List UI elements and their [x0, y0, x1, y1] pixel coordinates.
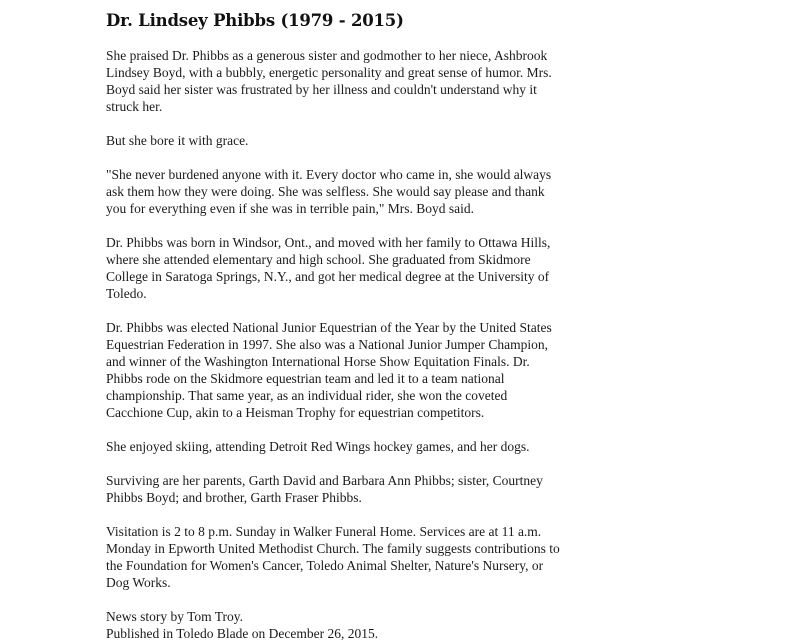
paragraph-quote	[106, 166, 666, 217]
text-line: championship. That same year, as an individual rider, she won the coveted	[106, 388, 508, 403]
text-line: Boyd said her sister was frustrated by her illness and couldn't understand why it	[106, 82, 537, 97]
text-line: Toledo.	[106, 286, 147, 301]
paragraph-services	[106, 523, 666, 591]
text-line: where she attended elementary and high school. She graduated from Skidmore	[106, 252, 531, 267]
text-line: Equestrian Federation in 1997. She also was a National Junior Jumper Champion,	[106, 337, 548, 352]
text-line: Surviving are her parents, Garth David and Barbara Ann Phibbs; sister, Courtney	[106, 473, 543, 488]
text-line: you for everything even if she was in terrible pain," Mrs. Boyd said.	[106, 201, 474, 216]
text-line: Dr. Phibbs was born in Windsor, Ont., and moved with her family to Ottawa Hills,	[106, 235, 551, 250]
text-line: Monday in Epworth United Methodist Church. The family suggests contributions to	[106, 541, 560, 556]
paragraph-grace	[106, 132, 666, 149]
text-line: College in Saratoga Springs, N.Y., and got her medical degree at the University of	[106, 269, 550, 284]
obituary-document	[106, 11, 666, 642]
text-line: Dog Works.	[106, 575, 171, 590]
paragraph-early-life	[106, 234, 666, 302]
text-line: She enjoyed skiing, attending Detroit Red Wings hockey games, and her dogs.	[106, 439, 530, 454]
paragraph-hobbies	[106, 438, 666, 455]
text-line: Visitation is 2 to 8 p.m. Sunday in Walker Funeral Home. Services are at 11 a.m.	[106, 524, 542, 539]
publication-line: Published in Toledo Blade on December 26, 2015.	[106, 626, 379, 641]
text-line: and winner of the Washington International Horse Show Equitation Finals. Dr.	[106, 354, 530, 369]
text-line: Phibbs Boyd; and brother, Garth Fraser Phibbs.	[106, 490, 362, 505]
paragraph-equestrian	[106, 319, 666, 421]
text-line: She praised Dr. Phibbs as a generous sister and godmother to her niece, Ashbrook	[106, 48, 548, 63]
text-line: "She never burdened anyone with it. Every doctor who came in, she would always	[106, 167, 552, 182]
text-line: Dr. Phibbs was elected National Junior Equestrian of the Year by the United States	[106, 320, 552, 335]
paragraph-survivors	[106, 472, 666, 506]
text-line: ask them how they were doing. She was selfless. She would say please and thank	[106, 184, 545, 199]
obituary-title: Dr. Lindsey Phibbs (1979 - 2015)	[106, 11, 404, 30]
byline: News story by Tom Troy.	[106, 609, 244, 624]
paragraph-credits	[106, 608, 666, 642]
text-line: Lindsey Boyd, with a bubbly, energetic personality and great sense of humor. Mrs.	[106, 65, 552, 80]
paragraph-tribute	[106, 47, 666, 115]
text-line: Cacchione Cup, akin to a Heisman Trophy for equestrian competitors.	[106, 405, 485, 420]
text-line: struck her.	[106, 99, 163, 114]
text-line: But she bore it with grace.	[106, 133, 249, 148]
text-line: the Foundation for Women's Cancer, Toledo Animal Shelter, Nature's Nursery, or	[106, 558, 544, 573]
text-line: Phibbs rode on the Skidmore equestrian team and led it to a team national	[106, 371, 505, 386]
